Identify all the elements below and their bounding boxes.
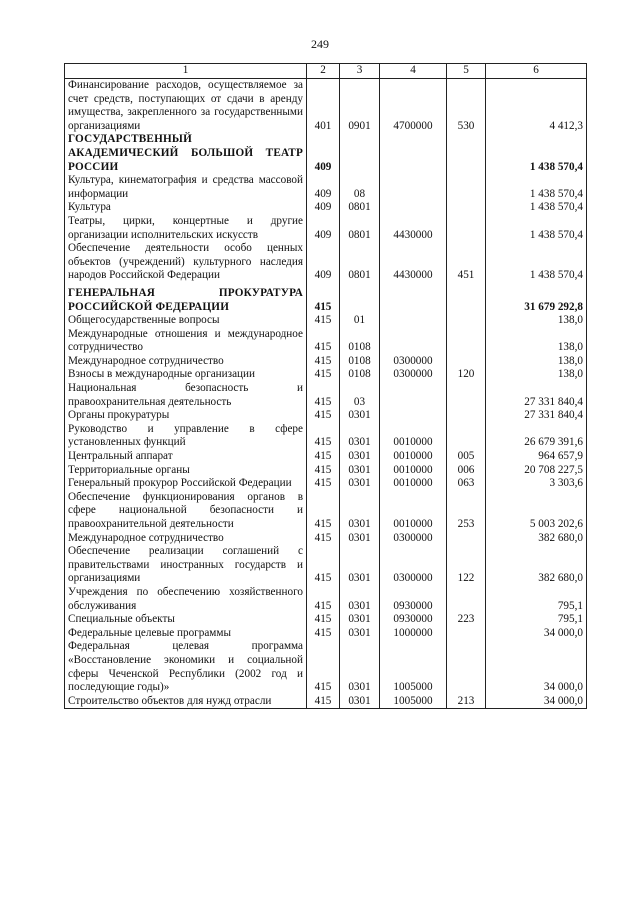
row-ministry-code: 415 — [307, 532, 340, 546]
row-section-code: 0301 — [340, 477, 380, 491]
row-amount: 4 412,3 — [486, 79, 587, 134]
row-target-code: 1005000 — [380, 640, 447, 694]
row-expense-code — [447, 423, 486, 450]
row-amount: 20 708 227,5 — [486, 464, 587, 478]
row-ministry-code: 415 — [307, 450, 340, 464]
table-row — [65, 283, 587, 314]
row-expense-code — [447, 283, 486, 314]
row-expense-code: 253 — [447, 491, 486, 532]
table-row — [65, 242, 587, 283]
row-ministry-code: 415 — [307, 627, 340, 641]
row-target-code — [380, 174, 447, 201]
row-section-code: 0301 — [340, 586, 380, 613]
row-name: Культура, кинематография и средства массовой информации — [65, 174, 307, 201]
row-expense-code: 451 — [447, 242, 486, 283]
table-row — [65, 133, 587, 174]
row-amount: 138,0 — [486, 368, 587, 382]
row-expense-code — [447, 133, 486, 174]
table-row — [65, 464, 587, 478]
row-amount: 34 000,0 — [486, 627, 587, 641]
row-name: Национальная безопасность и правоохранительная деятельность — [65, 382, 307, 409]
row-name: Обеспечение деятельности особо ценных объектов (учреждений) культурного наследия народов Российской Федерации — [65, 242, 307, 283]
row-target-code: 0010000 — [380, 477, 447, 491]
table-row — [65, 215, 587, 242]
row-name: ГЕНЕРАЛЬНАЯ ПРОКУРАТУРА РОССИЙСКОЙ ФЕДЕРАЦИИ — [65, 283, 307, 314]
row-amount: 1 438 570,4 — [486, 242, 587, 283]
row-expense-code — [447, 215, 486, 242]
row-target-code: 4430000 — [380, 215, 447, 242]
row-expense-code — [447, 314, 486, 328]
row-target-code: 0300000 — [380, 355, 447, 369]
row-target-code: 0010000 — [380, 464, 447, 478]
row-amount: 138,0 — [486, 355, 587, 369]
row-amount: 27 331 840,4 — [486, 409, 587, 423]
row-ministry-code: 415 — [307, 283, 340, 314]
row-name: Финансирование расходов, осуществляемое за счет средств, поступающих от сдачи в аренду имущества, закрепленного за государственными организациями — [65, 79, 307, 134]
row-name: Общегосударственные вопросы — [65, 314, 307, 328]
row-expense-code — [447, 586, 486, 613]
table-row — [65, 545, 587, 586]
row-expense-code: 213 — [447, 695, 486, 709]
row-name: Федеральные целевые программы — [65, 627, 307, 641]
row-section-code: 0108 — [340, 328, 380, 355]
row-section-code: 0301 — [340, 423, 380, 450]
row-amount: 1 438 570,4 — [486, 215, 587, 242]
row-target-code — [380, 382, 447, 409]
row-ministry-code: 415 — [307, 491, 340, 532]
table-row — [65, 79, 587, 134]
table-row — [65, 355, 587, 369]
row-target-code: 0010000 — [380, 450, 447, 464]
row-ministry-code: 415 — [307, 423, 340, 450]
row-section-code: 0301 — [340, 409, 380, 423]
table-row — [65, 368, 587, 382]
row-section-code: 0301 — [340, 464, 380, 478]
row-name: ГОСУДАРСТВЕННЫЙ АКАДЕМИЧЕСКИЙ БОЛЬШОЙ ТЕАТР РОССИИ — [65, 133, 307, 174]
row-ministry-code: 415 — [307, 545, 340, 586]
row-name: Международное сотрудничество — [65, 532, 307, 546]
column-header: 5 — [447, 64, 486, 79]
table-body — [65, 79, 587, 709]
row-expense-code: 122 — [447, 545, 486, 586]
row-target-code: 0010000 — [380, 491, 447, 532]
table-row — [65, 613, 587, 627]
row-expense-code — [447, 532, 486, 546]
row-target-code — [380, 409, 447, 423]
row-name: Культура — [65, 201, 307, 215]
row-expense-code — [447, 640, 486, 694]
row-target-code — [380, 283, 447, 314]
row-amount: 1 438 570,4 — [486, 201, 587, 215]
row-section-code — [340, 283, 380, 314]
budget-table — [64, 63, 587, 709]
row-ministry-code: 415 — [307, 613, 340, 627]
column-header: 6 — [486, 64, 587, 79]
row-target-code — [380, 314, 447, 328]
row-section-code: 08 — [340, 174, 380, 201]
row-ministry-code: 415 — [307, 328, 340, 355]
column-header: 4 — [380, 64, 447, 79]
row-amount: 795,1 — [486, 586, 587, 613]
row-ministry-code: 409 — [307, 215, 340, 242]
table-row — [65, 695, 587, 709]
row-expense-code: 005 — [447, 450, 486, 464]
row-section-code: 0301 — [340, 613, 380, 627]
row-target-code: 4430000 — [380, 242, 447, 283]
row-expense-code — [447, 355, 486, 369]
row-section-code: 0901 — [340, 79, 380, 134]
row-amount: 382 680,0 — [486, 545, 587, 586]
row-name: Федеральная целевая программа «Восстановление экономики и социальной сферы Чеченской Республики (2002 год и последующие годы)» — [65, 640, 307, 694]
row-section-code: 01 — [340, 314, 380, 328]
row-expense-code: 120 — [447, 368, 486, 382]
row-ministry-code: 409 — [307, 133, 340, 174]
row-ministry-code: 409 — [307, 201, 340, 215]
row-name: Руководство и управление в сфере установленных функций — [65, 423, 307, 450]
row-target-code: 0300000 — [380, 532, 447, 546]
row-section-code: 0301 — [340, 450, 380, 464]
row-section-code: 0108 — [340, 368, 380, 382]
row-name: Международное сотрудничество — [65, 355, 307, 369]
row-expense-code — [447, 627, 486, 641]
table-row — [65, 627, 587, 641]
table-row — [65, 586, 587, 613]
row-expense-code: 063 — [447, 477, 486, 491]
table-row — [65, 314, 587, 328]
row-ministry-code: 415 — [307, 695, 340, 709]
table-row — [65, 450, 587, 464]
row-section-code: 0301 — [340, 640, 380, 694]
row-amount: 31 679 292,8 — [486, 283, 587, 314]
row-section-code: 03 — [340, 382, 380, 409]
row-name: Центральный аппарат — [65, 450, 307, 464]
row-amount: 34 000,0 — [486, 695, 587, 709]
row-section-code: 0301 — [340, 695, 380, 709]
row-expense-code: 530 — [447, 79, 486, 134]
row-expense-code — [447, 382, 486, 409]
table-row — [65, 423, 587, 450]
row-section-code: 0301 — [340, 545, 380, 586]
column-header: 1 — [65, 64, 307, 79]
row-amount: 34 000,0 — [486, 640, 587, 694]
row-name: Обеспечение функционирования органов в сфере национальной безопасности и правоохранительной деятельности — [65, 491, 307, 532]
row-target-code: 0930000 — [380, 586, 447, 613]
row-ministry-code: 415 — [307, 368, 340, 382]
table-row — [65, 382, 587, 409]
table-row — [65, 640, 587, 694]
row-amount: 1 438 570,4 — [486, 133, 587, 174]
row-amount: 138,0 — [486, 328, 587, 355]
row-amount: 26 679 391,6 — [486, 423, 587, 450]
row-name: Учреждения по обеспечению хозяйственного обслуживания — [65, 586, 307, 613]
row-section-code: 0301 — [340, 532, 380, 546]
row-target-code: 1005000 — [380, 695, 447, 709]
row-target-code: 0300000 — [380, 545, 447, 586]
row-target-code — [380, 133, 447, 174]
row-amount: 964 657,9 — [486, 450, 587, 464]
row-expense-code — [447, 174, 486, 201]
row-ministry-code: 409 — [307, 174, 340, 201]
row-target-code — [380, 201, 447, 215]
row-ministry-code: 415 — [307, 586, 340, 613]
column-header: 2 — [307, 64, 340, 79]
row-name: Театры, цирки, концертные и другие организации исполнительских искусств — [65, 215, 307, 242]
row-name: Территориальные органы — [65, 464, 307, 478]
row-section-code: 0801 — [340, 201, 380, 215]
row-ministry-code: 415 — [307, 382, 340, 409]
row-section-code: 0801 — [340, 215, 380, 242]
row-target-code — [380, 328, 447, 355]
row-expense-code: 006 — [447, 464, 486, 478]
table-row — [65, 328, 587, 355]
row-section-code — [340, 133, 380, 174]
row-ministry-code: 401 — [307, 79, 340, 134]
row-name: Взносы в международные организации — [65, 368, 307, 382]
column-header-row — [65, 64, 587, 79]
column-header: 3 — [340, 64, 380, 79]
table-row — [65, 491, 587, 532]
row-amount: 138,0 — [486, 314, 587, 328]
row-amount: 795,1 — [486, 613, 587, 627]
row-expense-code — [447, 328, 486, 355]
row-ministry-code: 415 — [307, 409, 340, 423]
table-row — [65, 532, 587, 546]
row-name: Строительство объектов для нужд отрасли — [65, 695, 307, 709]
row-ministry-code: 409 — [307, 242, 340, 283]
row-name: Обеспечение реализации соглашений с правительствами иностранных государств и организациями — [65, 545, 307, 586]
row-ministry-code: 415 — [307, 477, 340, 491]
row-expense-code: 223 — [447, 613, 486, 627]
row-ministry-code: 415 — [307, 464, 340, 478]
table-row — [65, 477, 587, 491]
row-amount: 382 680,0 — [486, 532, 587, 546]
page-number: 249 — [311, 37, 329, 51]
row-target-code: 0930000 — [380, 613, 447, 627]
row-target-code: 4700000 — [380, 79, 447, 134]
table-row — [65, 174, 587, 201]
row-name: Международные отношения и международное сотрудничество — [65, 328, 307, 355]
row-section-code: 0301 — [340, 627, 380, 641]
row-target-code: 0300000 — [380, 368, 447, 382]
row-ministry-code: 415 — [307, 314, 340, 328]
row-ministry-code: 415 — [307, 640, 340, 694]
row-name: Органы прокуратуры — [65, 409, 307, 423]
row-name: Специальные объекты — [65, 613, 307, 627]
row-target-code: 0010000 — [380, 423, 447, 450]
table-row — [65, 409, 587, 423]
row-target-code: 1000000 — [380, 627, 447, 641]
row-amount: 1 438 570,4 — [486, 174, 587, 201]
row-amount: 5 003 202,6 — [486, 491, 587, 532]
row-ministry-code: 415 — [307, 355, 340, 369]
row-amount: 27 331 840,4 — [486, 382, 587, 409]
row-section-code: 0801 — [340, 242, 380, 283]
row-section-code: 0301 — [340, 491, 380, 532]
row-amount: 3 303,6 — [486, 477, 587, 491]
table-row — [65, 201, 587, 215]
row-section-code: 0108 — [340, 355, 380, 369]
row-name: Генеральный прокурор Российской Федерации — [65, 477, 307, 491]
row-expense-code — [447, 409, 486, 423]
row-expense-code — [447, 201, 486, 215]
